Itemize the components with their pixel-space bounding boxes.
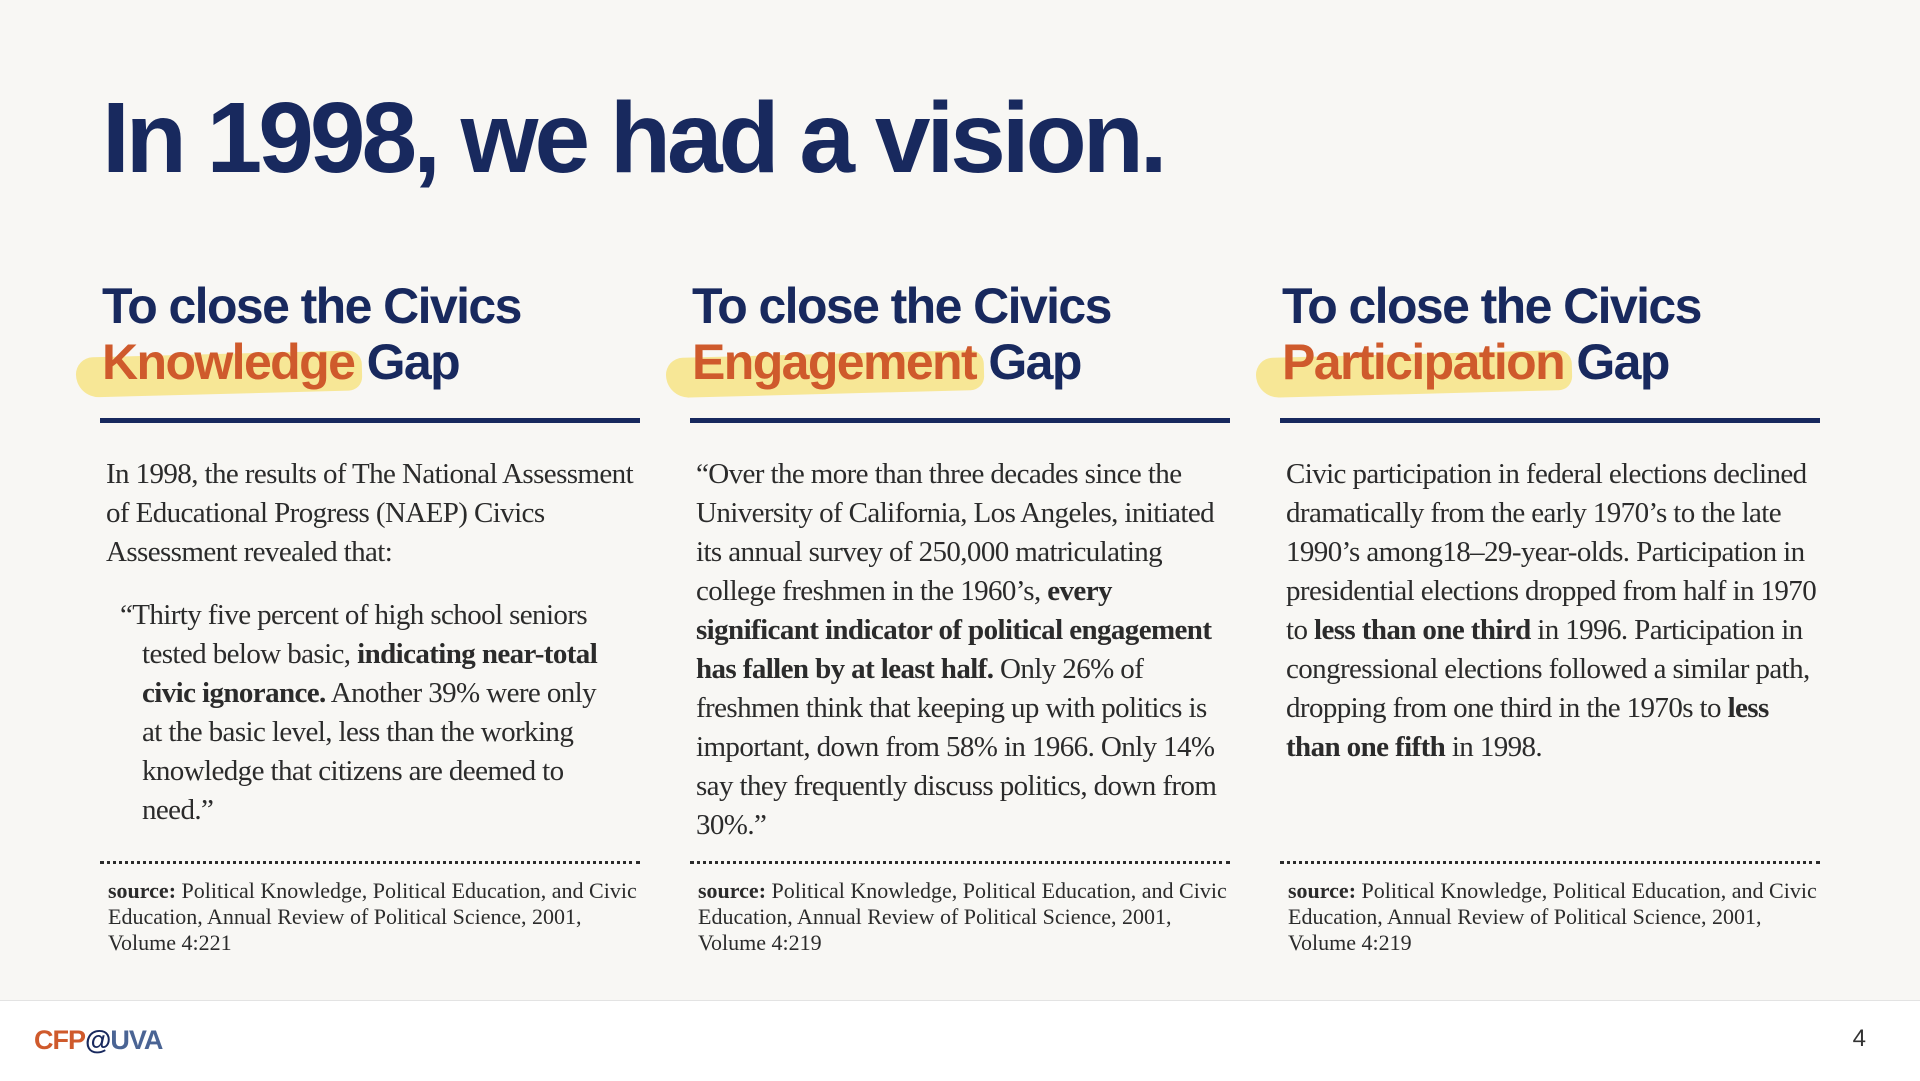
quote-text: “Thirty five percent of high school seniors tested below basic, bbox=[120, 599, 588, 670]
quote-emphasis: indicating near-total civic ignorance. bbox=[142, 638, 598, 709]
source-text: Political Knowledge, Political Education, and Civic Education, Annual Review of Political Science, 2001, Volume 4:219 bbox=[1288, 878, 1817, 955]
logo-at: @ bbox=[85, 1025, 111, 1055]
source-text: Political Knowledge, Political Education, and Civic Education, Annual Review of Political Science, 2001, Volume 4:219 bbox=[698, 878, 1227, 955]
body-emphasis-2: less than one fifth bbox=[1286, 692, 1769, 763]
heading-line-2 bbox=[102, 334, 640, 390]
intro-paragraph: In 1998, the results of The National Assessment of Educational Progress (NAEP) Civics Assessment revealed that: bbox=[106, 458, 634, 568]
body-text: Civic participation in federal elections declined dramatically from the early 1970’s to the late 1990’s among18–29-year-olds. Participation in presidential elections dropped from half in 1970 to bbox=[1286, 458, 1817, 646]
column-knowledge-gap bbox=[100, 278, 640, 955]
body-emphasis: every significant indicator of political engagement has fallen by at least half. bbox=[696, 575, 1212, 685]
heading-suffix: Gap bbox=[354, 334, 460, 390]
dotted-divider bbox=[1280, 861, 1820, 864]
heading-line-2 bbox=[1282, 334, 1820, 390]
highlighted-keyword: Engagement bbox=[692, 334, 977, 390]
source-text: Political Knowledge, Political Education, and Civic Education, Annual Review of Political Science, 2001, Volume 4:221 bbox=[108, 878, 637, 955]
cfp-uva-logo bbox=[34, 1025, 162, 1056]
column-heading bbox=[690, 278, 1230, 408]
page-number: 4 bbox=[1852, 1025, 1866, 1052]
column-heading bbox=[1280, 278, 1820, 408]
logo-cfp: CFP bbox=[34, 1025, 85, 1055]
body-paragraph bbox=[696, 455, 1230, 845]
dotted-divider bbox=[690, 861, 1230, 864]
source-label: source: bbox=[1288, 878, 1357, 903]
heading-divider bbox=[100, 418, 640, 423]
quote-paragraph bbox=[120, 596, 612, 830]
column-engagement-gap bbox=[690, 278, 1230, 955]
source-citation bbox=[108, 878, 638, 956]
body-text-end: Only 26% of freshmen think that keeping up with politics is important, down from 58% in 1966. Only 14% say they frequently discuss politics, down from 30%.” bbox=[696, 653, 1217, 841]
page-title: In 1998, we had a vision. bbox=[102, 82, 1164, 194]
heading-divider bbox=[690, 418, 1230, 423]
column-body bbox=[1286, 455, 1820, 767]
body-text-end: in 1998. bbox=[1445, 731, 1543, 763]
column-heading bbox=[100, 278, 640, 408]
highlighted-keyword: Knowledge bbox=[102, 334, 355, 390]
dotted-divider bbox=[100, 861, 640, 864]
body-text: “Over the more than three decades since the University of California, Los Angeles, initiated its annual survey of 250,000 matriculating college freshmen in the 1960’s, bbox=[696, 458, 1215, 607]
heading-suffix: Gap bbox=[976, 334, 1081, 390]
heading-divider bbox=[1280, 418, 1820, 423]
heading-line-2 bbox=[692, 334, 1230, 390]
source-label: source: bbox=[698, 878, 767, 903]
body-emphasis-1: less than one third bbox=[1314, 614, 1531, 646]
quote-text-end: Another 39% were only at the basic level, less than the working knowledge that citizens are deemed to need.” bbox=[142, 677, 596, 826]
heading-line-1: To close the Civics bbox=[692, 278, 1111, 334]
heading-suffix: Gap bbox=[1564, 334, 1669, 390]
column-body bbox=[696, 455, 1230, 845]
body-paragraph bbox=[1286, 455, 1820, 767]
heading-line-1: To close the Civics bbox=[1282, 278, 1701, 334]
source-citation bbox=[1288, 878, 1818, 956]
column-participation-gap bbox=[1280, 278, 1820, 955]
logo-uva: UVA bbox=[110, 1025, 163, 1055]
source-citation bbox=[698, 878, 1228, 956]
source-label: source: bbox=[108, 878, 177, 903]
body-text-middle: in 1996. Participation in congressional elections followed a similar path, dropping from one third in the 1970s to bbox=[1286, 614, 1810, 724]
heading-line-1: To close the Civics bbox=[102, 278, 521, 334]
slide-footer bbox=[0, 1000, 1920, 1081]
column-body bbox=[106, 455, 640, 830]
highlighted-keyword: Participation bbox=[1282, 334, 1565, 390]
